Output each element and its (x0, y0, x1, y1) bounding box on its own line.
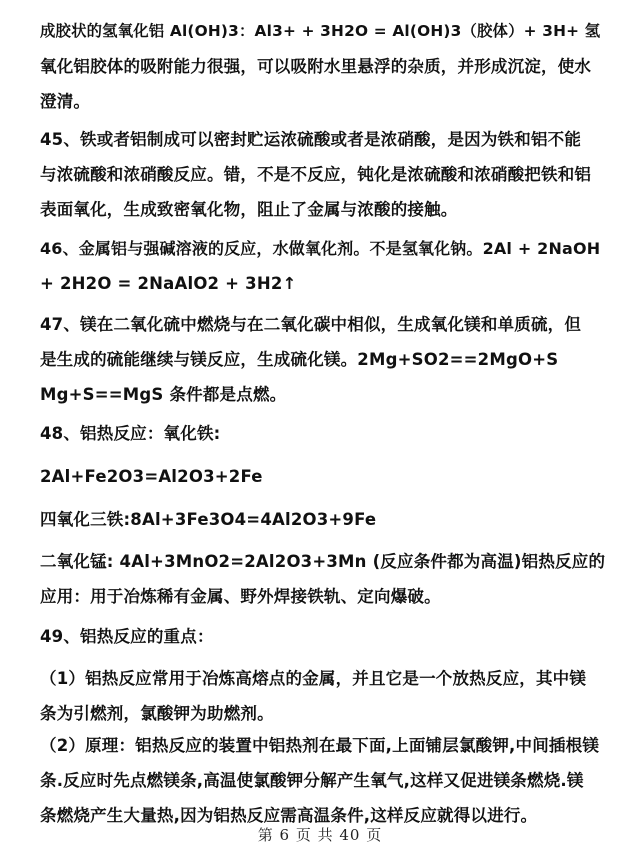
text-line: 条.反应时先点燃镁条,高温使氯酸钾分解产生氧气,这样又促进镁条燃烧.镁 (40, 771, 584, 790)
paragraph-item-46 (40, 231, 606, 301)
text-line: （2）原理：铝热反应的装置中铝热剂在最下面,上面铺层氯酸钾,中间插根镁 (40, 736, 600, 755)
text-line: 应用：用于冶炼稀有金属、野外焊接铁轨、定向爆破。 (40, 587, 441, 606)
text-line: 氧化铝胶体的吸附能力很强，可以吸附水里悬浮的杂质，并形成沉淀，使水 (40, 57, 592, 76)
paragraph-item-47 (40, 307, 606, 412)
text-line: 46、金属铝与强碱溶液的反应，水做氧化剂。不是氢氧化钠。2Al + 2NaOH (40, 239, 601, 258)
text-line: 49、铝热反应的重点： (40, 627, 214, 646)
text-line: 二氧化锰: 4Al+3MnO2=2Al2O3+3Mn (反应条件都为高温)铝热反应的 (40, 552, 606, 571)
text-line: + 2H2O = 2NaAlO2 + 3H2↑ (40, 274, 297, 293)
paragraph-item-49-point-1 (40, 661, 606, 731)
text-line: 条为引燃剂，氯酸钾为助燃剂。 (40, 704, 274, 723)
equation-fe2o3 (40, 459, 606, 494)
paragraph-item-48-heading (40, 416, 606, 451)
text-line: 澄清。 (40, 92, 91, 111)
text-line: 四氧化三铁:8Al+3Fe3O4=4Al2O3+9Fe (40, 510, 377, 529)
text-line: 是生成的硫能继续与镁反应，生成硫化镁。2Mg+SO2==2MgO+S (40, 350, 559, 369)
paragraph-item-45 (40, 122, 606, 227)
paragraph-item-49-heading (40, 619, 606, 654)
text-line: 2Al+Fe2O3=Al2O3+2Fe (40, 467, 263, 486)
text-line: Mg+S==MgS 条件都是点燃。 (40, 385, 287, 404)
text-line: （1）铝热反应常用于冶炼高熔点的金属，并且它是一个放热反应，其中镁 (40, 669, 587, 688)
text-line: 成胶状的氢氧化铝 Al(OH)3：Al3+ + 3H2O = Al(OH)3（胶体）+ 3H+ 氢 (40, 22, 601, 40)
text-line: 47、镁在二氧化硫中燃烧与在二氧化碳中相似，生成氧化镁和单质硫，但 (40, 315, 582, 334)
page-footer: 第 6 页 共 40 页 (257, 826, 383, 844)
paragraph-mno2-thermite (40, 544, 606, 614)
text-line: 条燃烧产生大量热,因为铝热反应需高温条件,这样反应就得以进行。 (40, 806, 538, 825)
text-line: 与浓硫酸和浓硝酸反应。错，不是不反应，钝化是浓硫酸和浓硝酸把铁和铝 (40, 165, 592, 184)
text-line: 48、铝热反应：氧化铁: (40, 424, 221, 443)
text-line: 45、铁或者铝制成可以密封贮运浓硫酸或者是浓硝酸，是因为铁和铝不能 (40, 130, 582, 149)
paragraph-aluminum-hydroxide-colloid (40, 14, 606, 119)
equation-fe3o4 (40, 502, 606, 537)
paragraph-item-49-point-2 (40, 728, 606, 833)
text-line: 表面氧化，生成致密氧化物，阻止了金属与浓酸的接触。 (40, 200, 458, 219)
